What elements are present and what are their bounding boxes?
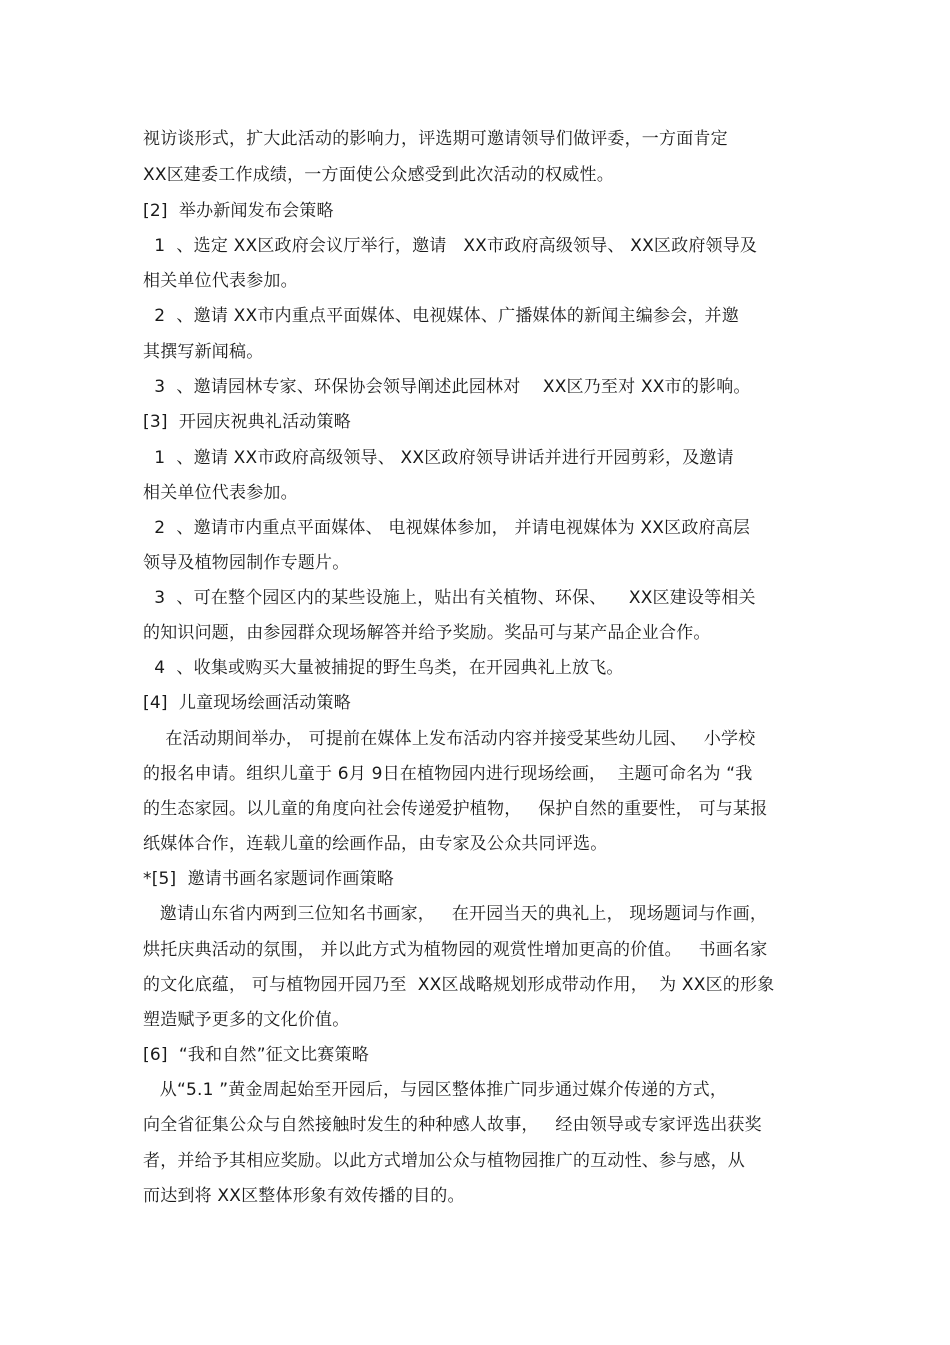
text-line: 领导及植物园制作专题片。 — [143, 553, 350, 573]
text-line: 3 、邀请园林专家、环保协会领导阐述此园林对 XX区乃至对 XX市的影响。 — [143, 377, 751, 397]
text-line: 向全省征集公众与自然接触时发生的种种感人故事， 经由领导或专家评选出获奖 — [143, 1115, 762, 1135]
text-line: 2 、邀请市内重点平面媒体、 电视媒体参加， 并请电视媒体为 XX区政府高层 — [143, 518, 751, 538]
text-line: 纸媒体合作，连载儿童的绘画作品，由专家及公众共同评选。 — [143, 834, 608, 854]
text-line: 的报名申请。组织儿童于 6月 9日在植物园内进行现场绘画， 主题可命名为 “我 — [143, 764, 753, 784]
text-line: 其撰写新闻稿。 — [143, 342, 264, 362]
text-line: 3 、可在整个园区内的某些设施上，贴出有关植物、环保、 XX区建设等相关 — [143, 588, 756, 608]
text-line: XX区建委工作成绩，一方面使公众感受到此次活动的权威性。 — [143, 165, 614, 185]
text-line: 1 、邀请 XX市政府高级领导、 XX区政府领导讲话并进行开园剪彩，及邀请 — [143, 448, 734, 468]
section-heading: [2] 举办新闻发布会策略 — [143, 201, 334, 221]
section-heading: [6] “我和自然”征文比赛策略 — [143, 1045, 369, 1065]
text-line: 相关单位代表参加。 — [143, 483, 298, 503]
text-line: 而达到将 XX区整体形象有效传播的目的。 — [143, 1186, 465, 1206]
text-line: 在活动期间举办， 可提前在媒体上发布活动内容并接受某些幼儿园、 小学校 — [143, 729, 756, 749]
section-heading: [4] 儿童现场绘画活动策略 — [143, 693, 351, 713]
text-line: 4 、收集或购买大量被捕捉的野生鸟类，在开园典礼上放飞。 — [143, 658, 624, 678]
text-line: 烘托庆典活动的氛围， 并以此方式为植物园的观赏性增加更高的价值。 书画名家 — [143, 940, 768, 960]
text-line: 视访谈形式，扩大此活动的影响力，评选期可邀请领导们做评委，一方面肯定 — [143, 129, 728, 149]
section-heading: [3] 开园庆祝典礼活动策略 — [143, 412, 351, 432]
text-line: 1 、选定 XX区政府会议厅举行，邀请 XX市政府高级领导、 XX区政府领导及 — [143, 236, 758, 256]
section-heading: *[5] 邀请书画名家题词作画策略 — [143, 869, 394, 889]
text-line: 的文化底蕴， 可与植物园开园乃至 XX区战略规划形成带动作用， 为 XX区的形象 — [143, 975, 775, 995]
text-line: 者，并给予其相应奖励。以此方式增加公众与植物园推广的互动性、参与感，从 — [143, 1151, 745, 1171]
text-line: 塑造赋予更多的文化价值。 — [143, 1010, 350, 1030]
text-line: 的生态家园。以儿童的角度向社会传递爱护植物， 保护自然的重要性， 可与某报 — [143, 799, 768, 819]
text-line: 从“5.1 ”黄金周起始至开园后，与园区整体推广同步通过媒介传递的方式， — [143, 1080, 728, 1100]
text-line: 的知识问题，由参园群众现场解答并给予奖励。奖品可与某产品企业合作。 — [143, 623, 711, 643]
text-line: 邀请山东省内两到三位知名书画家， 在开园当天的典礼上， 现场题词与作画， — [143, 904, 768, 924]
text-line: 2 、邀请 XX市内重点平面媒体、电视媒体、广播媒体的新闻主编参会，并邀 — [143, 306, 739, 326]
text-line: 相关单位代表参加。 — [143, 271, 298, 291]
